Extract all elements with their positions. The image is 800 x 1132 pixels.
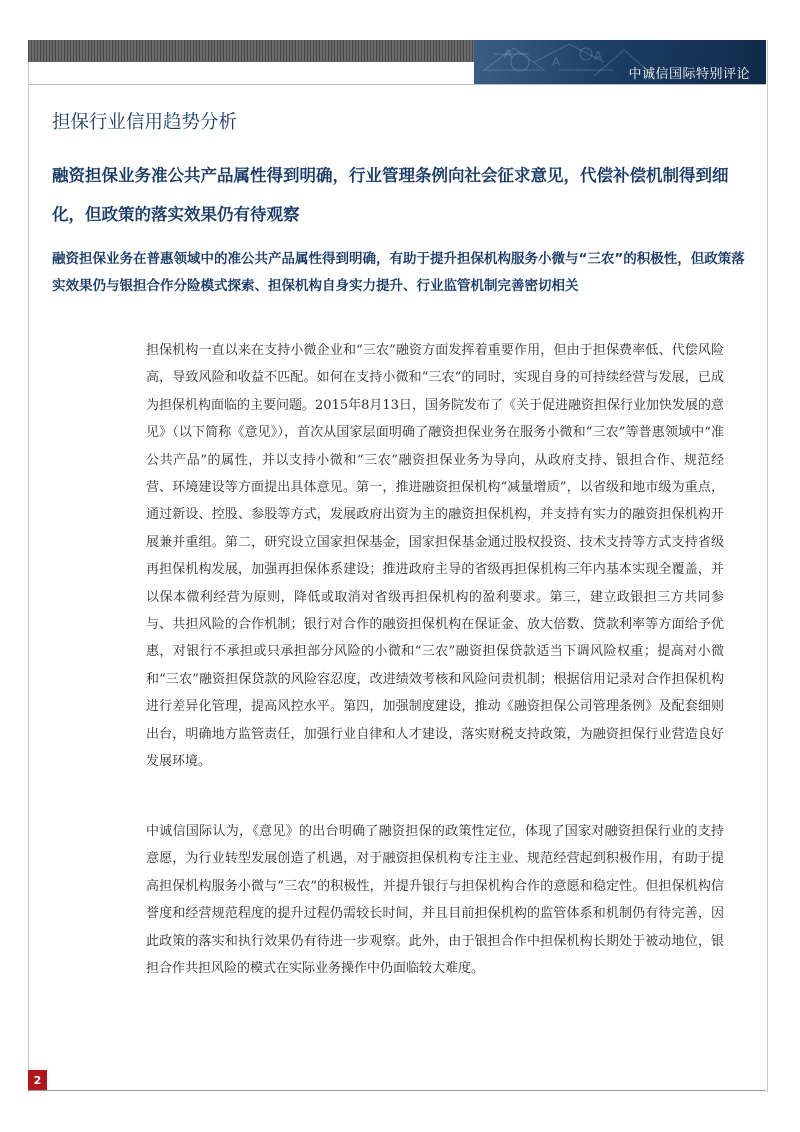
header-banner — [474, 40, 766, 84]
report-series-title: 中诚信国际特别评论 — [628, 67, 750, 82]
svg-text:A: A — [504, 47, 513, 61]
svg-text:A: A — [552, 55, 561, 69]
svg-text:A: A — [594, 49, 603, 63]
header-divider — [28, 84, 766, 85]
body-paragraph: 担保机构一直以来在支持小微企业和“三农”融资方面发挥着重要作用，但由于担保费率低、代偿风险高，导致风险和收益不匹配。如何在支持小微和“三农”的同时，实现自身的可持续经营与发展，已成为担保机构面临的主要问题。2015年8月13日，国务院发布了《关于促进融资担保行业加快发展的意见》（以下简称《意见》），首次从国家层面明确了融资担保业务在服务小微和“三农”等普惠领域中“准公共产品”的属性，并以支持小微和“三农”融资担保业务为导向，从政府支持、银担合作、规范经营、环境建设等方面提出具体意见。第一，推进融资担保机构“减量增质”，以省级和地市级为重点，通过新设、控股、参股等方式，发展政府出资为主的融资担保机构，并支持有实力的融资担保机构开展兼并重组。第二，研究设立国家担保基金，国家担保基金通过股权投资、技术支持等方式支持省级再担保机构发展，加强再担保体系建设；推进政府主导的省级再担保机构三年内基本实现全覆盖，并以保本微利经营为原则，降低或取消对省级再担保机构的盈利要求。第三，建立政银担三方共同参与、共担风险的合作机制；银行对合作的融资担保机构在保证金、放大倍数、贷款利率等方面给予优惠，对银行不承担或只承担部分风险的小微和“三农”融资担保贷款适当下调风险权重；提高对小微和“三农”融资担保贷款的风险容忍度，改进绩效考核和风险问责机制；根据信用记录对合作担保机构进行差异化管理，提高风控水平。第四，加强制度建设，推动《融资担保公司管理条例》及配套细则出台，明确地方监管责任，加强行业自律和人才建设，落实财税支持政策，为融资担保行业营造良好发展环境。 — [146, 343, 724, 770]
footer-divider — [28, 1090, 766, 1091]
page-number-badge: 2 — [28, 1070, 47, 1091]
subheadline: 融资担保业务在普惠领域中的准公共产品属性得到明确，有助于提升担保机构服务小微与“三农”的积极性，但政策落实效果仍与银担合作分险模式探索、担保机构自身实力提升、行业监管机制完善密切相关 — [52, 251, 745, 294]
body-paragraph: 中诚信国际认为，《意见》的出台明确了融资担保的政策性定位，体现了国家对融资担保行业的支持意愿，为行业转型发展创造了机遇，对于融资担保机构专注主业、规范经营起到积极作用，有助于提高担保机构服务小微与“三农”的积极性，并提升银行与担保机构合作的意愿和稳定性。但担保机构信誉度和经营规范程度的提升过程仍需较长时间，并且目前担保机构的监管体系和机制仍有待完善，因此政策的落实和执行效果仍有待进一步观察。此外，由于银担合作中担保机构长期处于被动地位，银担合作共担风险的模式在实际业务操作中仍面临较大难度。 — [146, 824, 724, 977]
section-title: 担保行业信用趋势分析 — [52, 112, 238, 133]
headline: 融资担保业务准公共产品属性得到明确，行业管理条例向社会征求意见，代偿补偿机制得到细化，但政策的落实效果仍有待观察 — [52, 166, 729, 224]
